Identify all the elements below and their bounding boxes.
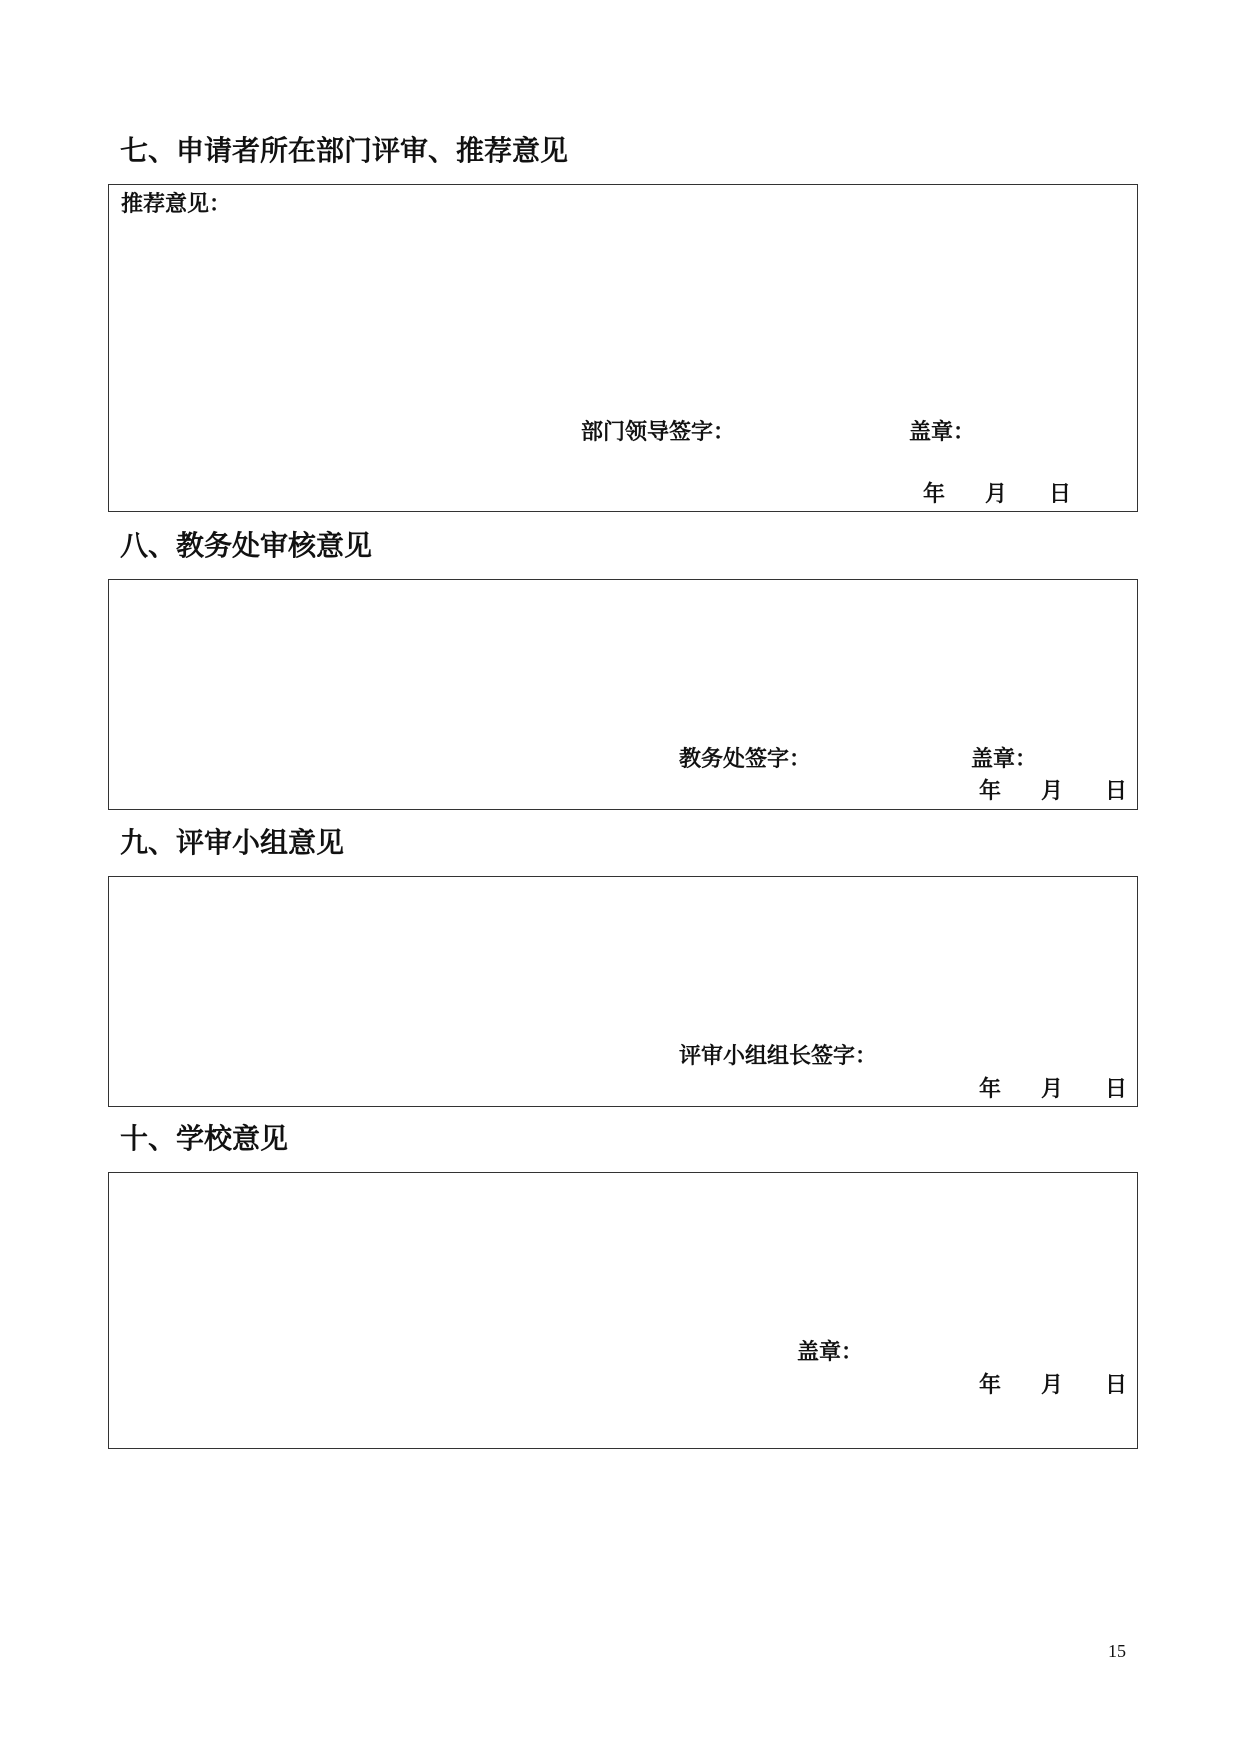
date-year-label: 年 (979, 778, 1002, 804)
date-month-label: 月 (1041, 1076, 1064, 1102)
date-day-label: 日 (1105, 1076, 1128, 1102)
section-8-heading: 八、教务处审核意见 (120, 529, 373, 562)
date-day-label: 日 (1105, 1372, 1128, 1398)
section-9-heading: 九、评审小组意见 (120, 826, 345, 859)
section-7-opinion-box[interactable] (108, 184, 1138, 512)
date-day-label: 日 (1049, 481, 1072, 507)
date-year-label: 年 (979, 1372, 1002, 1398)
section-9-opinion-box[interactable] (108, 876, 1138, 1107)
date-month-label: 月 (1041, 1372, 1064, 1398)
section-7-heading: 七、申请者所在部门评审、推荐意见 (120, 134, 569, 167)
date-year-label: 年 (923, 481, 946, 507)
review-panel-leader-signature-label: 评审小组组长签字： (679, 1043, 878, 1069)
department-leader-signature-label: 部门领导签字： (581, 419, 736, 445)
date-month-label: 月 (1041, 778, 1064, 804)
seal-label: 盖章： (909, 419, 976, 445)
date-year-label: 年 (979, 1076, 1002, 1102)
seal-label: 盖章： (797, 1339, 864, 1365)
date-month-label: 月 (985, 481, 1008, 507)
academic-affairs-signature-label: 教务处签字： (679, 746, 812, 772)
section-10-heading: 十、学校意见 (120, 1122, 289, 1155)
recommendation-label: 推荐意见： (121, 191, 232, 217)
section-8-opinion-box[interactable] (108, 579, 1138, 810)
page-number: 15 (1108, 1641, 1126, 1661)
section-10-opinion-box[interactable] (108, 1172, 1138, 1449)
date-day-label: 日 (1105, 778, 1128, 804)
seal-label: 盖章： (971, 746, 1038, 772)
